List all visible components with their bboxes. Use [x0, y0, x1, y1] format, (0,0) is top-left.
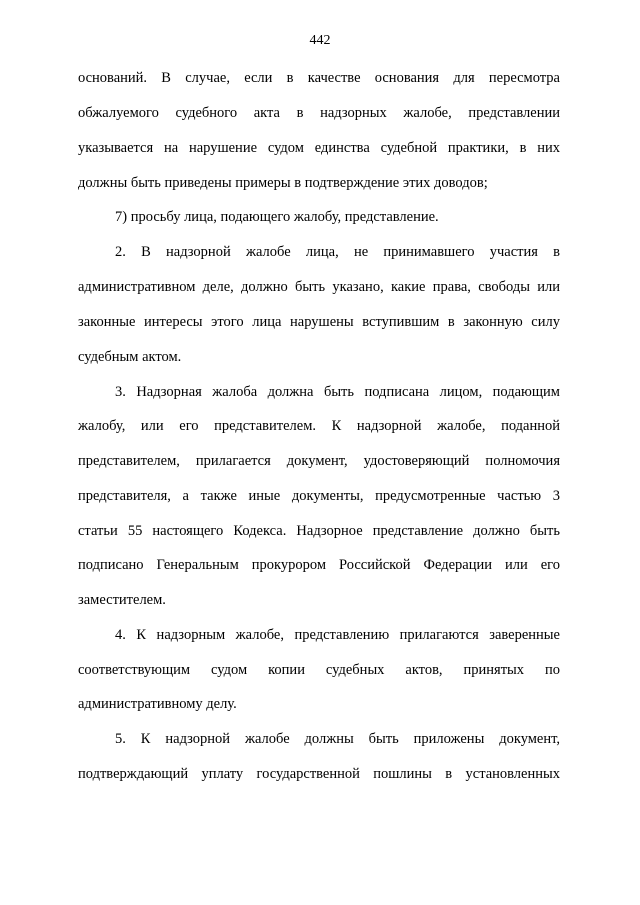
text-line: представителем, прилагается документ, удостоверяющий полномочия — [78, 453, 560, 469]
text-line: 5. К надзорной жалобе должны быть приложены документ, — [115, 731, 560, 747]
text-line: статьи 55 настоящего Кодекса. Надзорное представление должно быть — [78, 523, 560, 539]
text-line: указывается на нарушение судом единства судебной практики, в них — [78, 140, 560, 156]
text-line: обжалуемого судебного акта в надзорных жалобе, представлении — [78, 105, 560, 121]
text-line: законные интересы этого лица нарушены вступившим в законную силу — [78, 314, 560, 330]
text-line: административном деле, должно быть указано, какие права, свободы или — [78, 279, 560, 295]
text-line: 7) просьбу лица, подающего жалобу, представление. — [115, 209, 439, 225]
text-line: оснований. В случае, если в качестве основания для пересмотра — [78, 70, 560, 86]
text-line: подписано Генеральным прокурором Российской Федерации или его — [78, 557, 560, 573]
text-line: 3. Надзорная жалоба должна быть подписана лицом, подающим — [115, 384, 560, 400]
text-line: заместителем. — [78, 592, 166, 608]
text-line: должны быть приведены примеры в подтверждение этих доводов; — [78, 175, 488, 191]
text-line: подтверждающий уплату государственной пошлины в установленных — [78, 766, 560, 782]
text-line: судебным актом. — [78, 349, 182, 365]
text-line: представителя, а также иные документы, предусмотренные частью 3 — [78, 488, 560, 504]
page-number: 442 — [309, 33, 331, 48]
text-line: жалобу, или его представителем. К надзорной жалобе, поданной — [78, 418, 560, 434]
text-line: 2. В надзорной жалобе лица, не принимавшего участия в — [115, 244, 560, 260]
text-line: административному делу. — [78, 696, 237, 712]
text-line: соответствующим судом копии судебных актов, принятых по — [78, 662, 560, 678]
text-line: 4. К надзорным жалобе, представлению прилагаются заверенные — [115, 627, 560, 643]
